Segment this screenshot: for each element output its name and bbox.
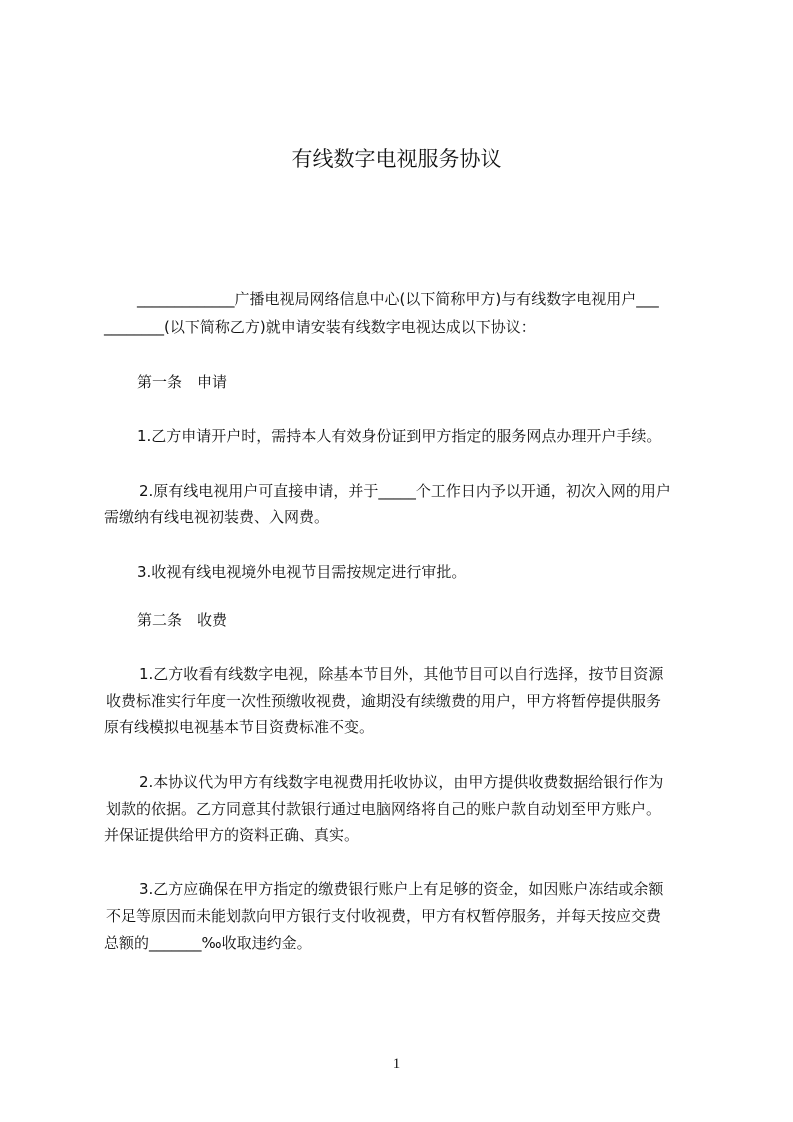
article1-item2: 2.原有线电视用户可直接申请，并于_____个工作日内予以开通，初次入网的用户 bbox=[139, 482, 671, 500]
article2-item3: 3.乙方应确保在甲方指定的缴费银行账户上有足够的资金，如因账户冻结或余额 bbox=[139, 880, 664, 898]
article1-item2: 需缴纳有线电视初装费、入网费。 bbox=[104, 508, 330, 526]
document-title: 有线数字电视服务协议 bbox=[291, 147, 502, 171]
article2-item1: 原有线模拟电视基本节目资费标准不变。 bbox=[104, 718, 375, 736]
article2-item2: 并保证提供给甲方的资料正确、真实。 bbox=[104, 826, 360, 844]
article1-item3: 3.收视有线电视境外电视节目需按规定进行审批。 bbox=[137, 563, 467, 581]
article2-item3: 总额的_______‰收取违约金。 bbox=[104, 934, 312, 952]
page-number: 1 bbox=[392, 1056, 401, 1072]
article2-item3: 不足等原因而未能划款向甲方银行支付收视费，甲方有权暂停服务，并每天按应交费 bbox=[106, 907, 662, 925]
article2-item1: 1.乙方收看有线数字电视，除基本节目外，其他节目可以自行选择，按节目资源 bbox=[139, 665, 664, 683]
article2-heading: 第二条 收费 bbox=[137, 611, 228, 629]
article2-item1: 收费标准实行年度一次性预缴收视费，逾期没有续缴费的用户，甲方将暂停提供服务 bbox=[106, 692, 662, 710]
intro-line: ________(以下简称乙方)就申请安装有线数字电视达成以下协议： bbox=[104, 318, 536, 336]
article2-item2: 2.本协议代为甲方有线数字电视费用托收协议，由甲方提供收费数据给银行作为 bbox=[139, 773, 664, 791]
article2-item2: 划款的依据。乙方同意其付款银行通过电脑网络将自己的账户款自动划至甲方账户。 bbox=[106, 800, 662, 818]
intro-line: _____________广播电视局网络信息中心(以下简称甲方)与有线数字电视用户___ bbox=[137, 290, 659, 308]
article1-heading: 第一条 申请 bbox=[137, 373, 228, 391]
article1-item1: 1.乙方申请开户时，需持本人有效身份证到甲方指定的服务网点办理开户手续。 bbox=[137, 427, 662, 445]
